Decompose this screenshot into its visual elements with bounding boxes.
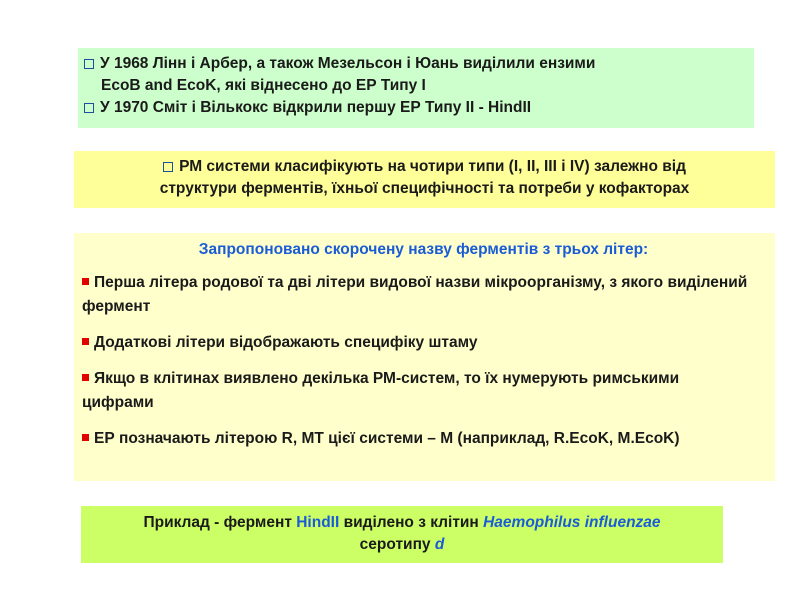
- classification-box: [74, 151, 775, 208]
- naming-item: Якщо в клітинах виявлено декілька РМ-систем, то їх нумерують римськими цифрами: [82, 370, 680, 411]
- history-box: [78, 48, 754, 128]
- square-bullet-icon: [82, 434, 89, 441]
- enzyme-name: HindII: [296, 514, 340, 531]
- naming-item: Додаткові літери відображають специфіку штаму: [82, 331, 765, 355]
- naming-item: ЕР позначають літерою R, МТ цієї системи – М (наприклад, R.EcoK, M.EcoK): [82, 427, 765, 451]
- example-box: [81, 506, 723, 563]
- example-line-2: серотипу d: [359, 536, 445, 553]
- classification-line-2: структури ферментів, їхньої специфічності та потреби у кофакторах: [159, 180, 690, 197]
- checkbox-bullet-icon: [163, 162, 173, 172]
- example-line-1: Приклад - фермент HindII виділено з клітин Haemophilus influenzae: [143, 514, 661, 531]
- square-bullet-icon: [82, 278, 89, 285]
- square-bullet-icon: [82, 374, 89, 381]
- classification-line-1: РМ системи класифікують на чотири типи (І, ІІ, ІІІ і IV) залежно від: [84, 156, 765, 178]
- history-item-1: У 1968 Лінн і Арбер, а також Мезельсон і Юань виділили ензими: [84, 53, 754, 75]
- history-item-2: У 1970 Сміт і Вількокс відкрили першу ЕР Типу ІІ - HindII: [84, 97, 754, 119]
- square-bullet-icon: [82, 338, 89, 345]
- serotype: d: [434, 536, 445, 553]
- history-item-1-continuation: EcoB and EcoK, які віднесено до ЕР Типу І: [101, 77, 426, 94]
- naming-item: Перша літера родової та дві літери видової назви мікроорганізму, з якого виділений фермент: [82, 274, 748, 315]
- naming-title: Запропоновано скорочену назву ферментів з трьох літер:: [198, 241, 649, 258]
- organism-name: Haemophilus influenzae: [483, 514, 661, 531]
- checkbox-bullet-icon: [84, 103, 94, 113]
- naming-box: [74, 233, 775, 481]
- checkbox-bullet-icon: [84, 59, 94, 69]
